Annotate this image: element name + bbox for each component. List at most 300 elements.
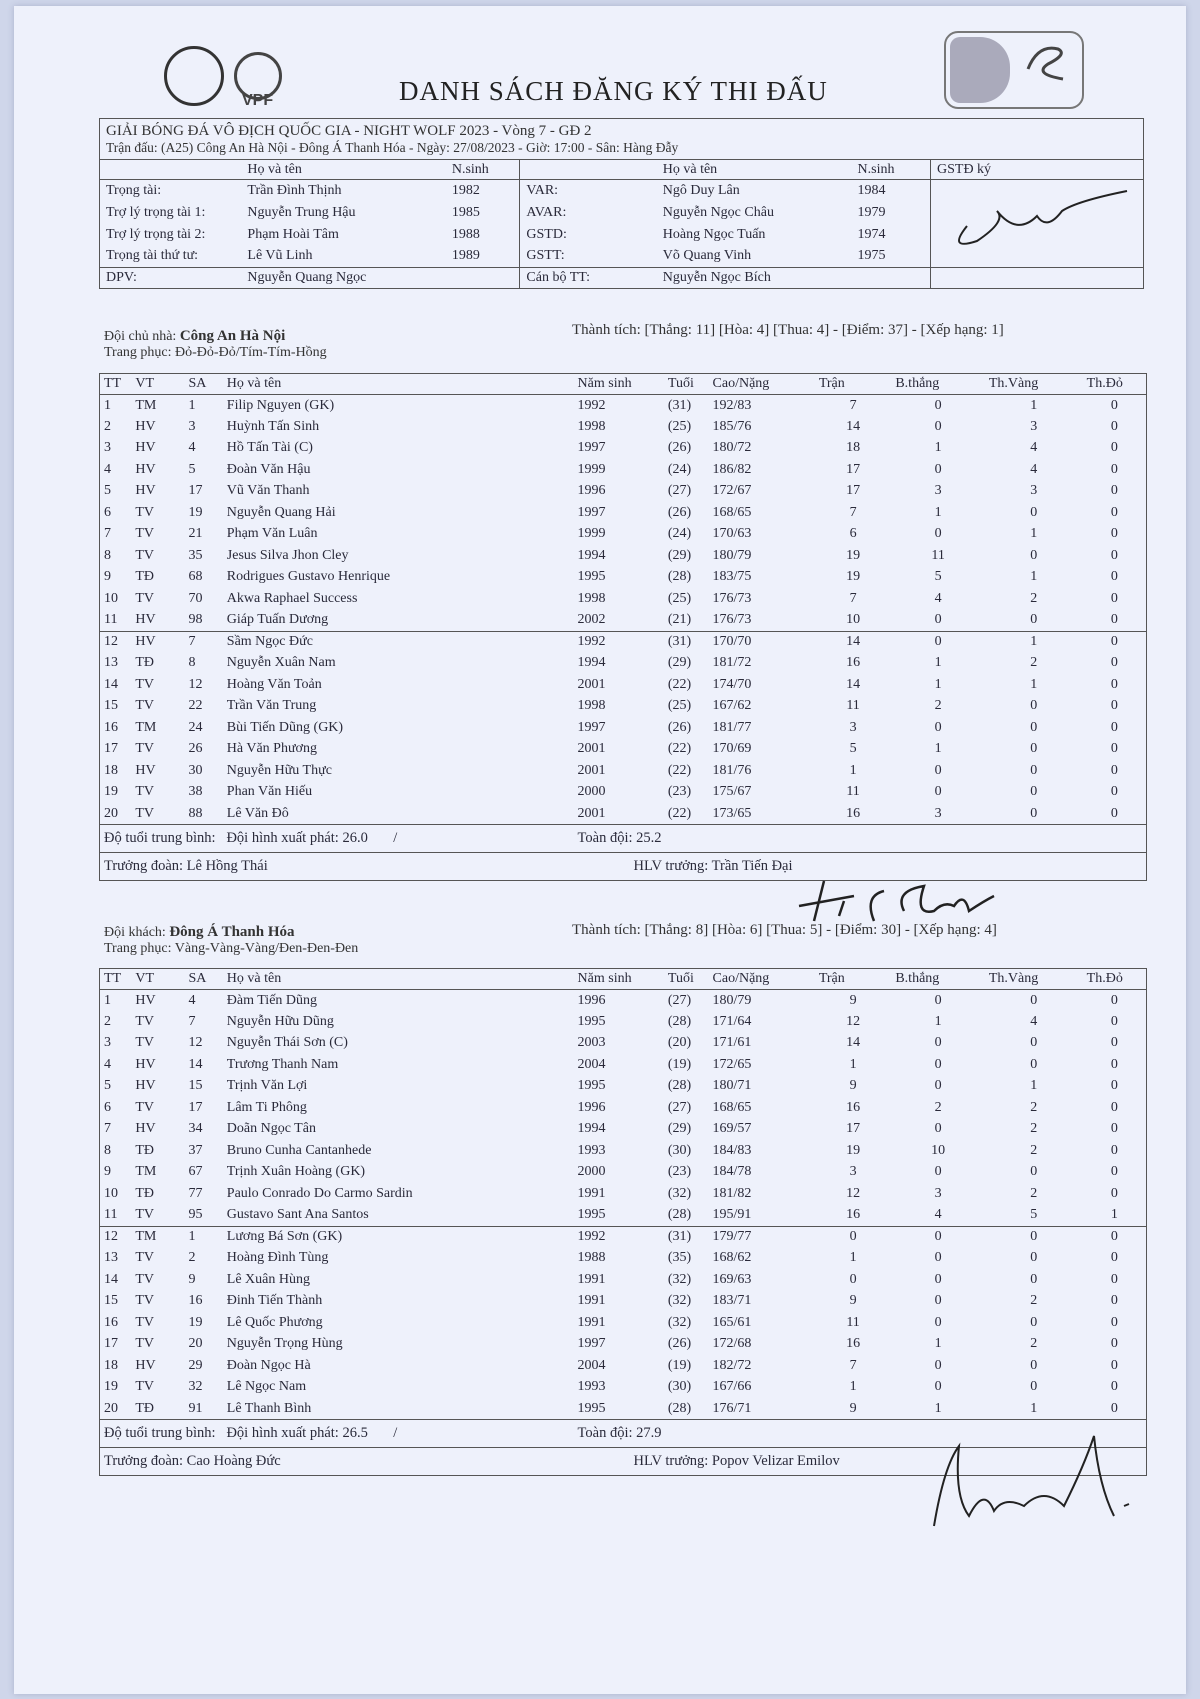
player-tt: 1 [104,992,111,1008]
player-hw: 195/91 [712,1207,752,1222]
player-birth: 1997 [577,504,606,520]
player-vt: TV [135,1250,155,1266]
player-age: (25) [667,590,692,606]
player-tt: 19 [104,1379,118,1395]
player-birth: 1995 [577,1207,606,1222]
player-goals: 0 [934,461,942,477]
player-hw: 192/83 [712,397,752,413]
avg-all: Toàn đội: 25.2 [574,825,1147,853]
player-tt: 9 [104,569,111,585]
player-red: 0 [1110,805,1118,821]
player-birth: 1995 [577,1013,606,1029]
player-red: 0 [1110,1379,1118,1395]
player-tt: 18 [104,1357,118,1373]
player-hw: 181/82 [712,1185,752,1201]
player-red: 0 [1110,504,1118,520]
player-row [100,524,1147,546]
player-goals: 1 [934,504,942,520]
player-vt: TM [131,1226,184,1248]
player-sa: 88 [188,805,203,821]
player-name: Lê Thanh Bình [226,1400,312,1416]
player-age: (32) [667,1293,692,1309]
away-record: Thành tích: [Thắng: 8] [Hòa: 6] [Thua: 5] - [Điểm: 30] - [Xếp hạng: 4] [572,922,997,938]
player-matches: 9 [849,1293,857,1309]
player-goals: 10 [931,1142,946,1158]
player-vt: TM [135,1164,157,1180]
player-yellow: 0 [1030,992,1038,1008]
home-kit: Trang phục: Đỏ-Đỏ-Đỏ/Tím-Tím-Hồng [104,345,327,360]
official-role: DPV: [100,268,241,288]
officials-table [100,159,1143,288]
head-coach: HLV trưởng: Popov Velizar Emilov [574,1448,1147,1476]
player-goals: 5 [934,569,942,585]
player-matches: 3 [849,1164,857,1180]
official-role: Trọng tài: [106,182,162,198]
col-goals: B.thắng [891,969,985,990]
player-sa: 4 [188,440,196,456]
player-row [100,610,1147,632]
player-matches: 7 [849,1357,857,1373]
player-sa: 12 [188,1035,203,1051]
player-row [100,990,1147,1012]
player-row [100,438,1147,460]
player-vt: HV [135,440,156,456]
player-red: 0 [1110,483,1118,499]
player-birth: 1998 [577,698,606,714]
player-yellow: 2 [1030,1099,1038,1115]
col-year: N.sinh [446,160,520,180]
player-red: 0 [1110,784,1118,800]
player-sa: 14 [188,1056,203,1072]
col-tt: TT [100,374,132,395]
player-red: 0 [1110,569,1118,585]
player-birth: 1997 [577,719,606,735]
player-red: 0 [1110,1013,1118,1029]
player-yellow: 0 [1030,719,1038,735]
player-goals: 0 [934,1250,942,1266]
player-sa: 95 [188,1207,203,1222]
player-red: 1 [1110,1207,1118,1222]
player-birth: 1994 [577,1121,606,1137]
player-red: 0 [1110,1271,1118,1287]
player-goals: 0 [934,1035,942,1051]
player-vt: TV [135,1099,155,1115]
player-goals: 1 [934,741,942,757]
player-sa: 2 [188,1250,196,1266]
player-sa: 8 [188,655,196,671]
player-name: Huỳnh Tấn Sinh [226,418,320,434]
player-row [100,1377,1147,1399]
player-hw: 167/66 [712,1379,752,1395]
player-sa: 35 [188,547,203,563]
player-goals: 0 [934,397,942,413]
player-hw: 175/67 [712,784,752,800]
player-yellow: 0 [1030,612,1038,627]
player-name: Đinh Tiến Thành [226,1293,323,1309]
player-age: (26) [667,440,692,456]
player-name: Hồ Tấn Tài (C) [226,440,313,456]
player-goals: 11 [931,547,945,563]
player-red: 0 [1083,631,1147,653]
player-row [100,631,1147,653]
player-hw: 167/62 [712,698,752,714]
player-vt: TM [135,397,157,413]
player-hw: 184/83 [712,1142,752,1158]
official-role: GSTD: [520,224,657,246]
player-hw: 176/71 [712,1400,752,1416]
col-yellow: Th.Vàng [985,969,1083,990]
player-row [100,1033,1147,1055]
col-matches: Trận [815,969,892,990]
official-role: Cán bộ TT: [520,268,657,288]
col-red: Th.Đỏ [1083,969,1147,990]
player-matches: 14 [846,1035,861,1051]
avg-slash: / [393,830,398,846]
player-birth: 2004 [577,1357,606,1373]
officials-header [100,160,1143,180]
player-age: (26) [667,719,692,735]
player-vt: TĐ [135,569,155,585]
player-hw: 174/70 [712,676,752,692]
home-team-name: Công An Hà Nội [179,328,286,344]
player-goals: 0 [934,784,942,800]
player-matches: 1 [849,1379,857,1395]
player-yellow: 1 [1030,397,1038,413]
official-name: Nguyễn Ngọc Bích [657,268,852,288]
player-hw: 184/78 [712,1164,752,1180]
player-yellow: 2 [1030,1336,1038,1352]
player-goals: 0 [934,526,942,542]
official-year: 1979 [857,204,886,220]
player-vt: TV [135,590,155,606]
col-birth: Năm sinh [574,969,664,990]
player-row [100,1312,1147,1334]
player-row [100,481,1147,503]
player-age: (28) [667,569,692,585]
home-team-info [104,328,327,361]
player-birth: 1994 [577,547,606,563]
player-sa: 77 [188,1185,203,1201]
player-sa: 20 [188,1336,203,1352]
player-name: Phan Văn Hiếu [226,784,313,800]
player-age: (32) [667,1271,692,1287]
player-vt: TV [135,526,155,542]
player-name: Akwa Raphael Success [226,590,358,606]
player-name: Nguyễn Xuân Nam [226,655,336,671]
player-goals: 0 [934,1078,942,1094]
player-tt: 4 [104,461,111,477]
official-role: GSTT: [520,246,657,268]
player-yellow: 1 [985,631,1083,653]
player-vt: TĐ [135,1400,155,1416]
player-age: (30) [667,1379,692,1395]
col-sa: SA [185,969,223,990]
player-birth: 2001 [577,762,606,778]
player-sa: 12 [188,676,203,692]
player-yellow: 0 [1030,762,1038,778]
player-age: (26) [667,504,692,520]
signature-scribble [937,181,1137,261]
player-birth: 2004 [577,1056,606,1072]
official-name: Nguyễn Ngọc Châu [662,204,774,220]
player-hw: 171/61 [712,1035,752,1051]
player-birth: 2001 [577,805,606,821]
player-yellow: 0 [1030,1314,1038,1330]
player-goals: 1 [934,676,942,692]
player-matches: 19 [846,569,861,585]
player-red: 0 [1110,612,1118,627]
player-age: (31) [667,397,692,413]
official-row [100,268,1143,288]
player-red: 0 [1110,1250,1118,1266]
player-tt: 3 [104,440,111,456]
player-birth: 1991 [577,1314,606,1330]
player-vt: HV [135,1078,156,1094]
player-row [100,1205,1147,1227]
player-yellow: 2 [1030,1121,1038,1137]
player-yellow: 4 [1030,1013,1038,1029]
player-name: Hoàng Đình Tùng [226,1250,329,1266]
player-sa: 22 [188,698,203,714]
player-goals: 0 [934,1379,942,1395]
player-hw: 168/65 [712,1099,752,1115]
player-age: (19) [667,1056,692,1072]
player-birth: 1998 [577,418,606,434]
player-sa: 9 [188,1271,196,1287]
player-name: Gustavo Sant Ana Santos [226,1207,369,1222]
player-goals: 0 [934,1357,942,1373]
player-vt: HV [135,992,156,1008]
tournament-line: GIẢI BÓNG ĐÁ VÔ ĐỊCH QUỐC GIA - NIGHT WOLF 2023 - Vòng 7 - GĐ 2 [106,123,592,139]
player-birth: 1991 [577,1271,606,1287]
player-red: 0 [1110,676,1118,692]
player-sa: 19 [188,504,203,520]
player-age: (30) [667,1142,692,1158]
player-name: Filip Nguyen (GK) [226,397,335,413]
player-matches: 11 [846,784,860,800]
player-age: (24) [667,461,692,477]
player-row [100,395,1147,417]
player-red: 0 [1110,440,1118,456]
player-name: Lê Văn Đô [226,805,289,821]
player-red: 0 [1110,719,1118,735]
player-row [100,1226,1147,1248]
player-vt: TĐ [135,655,155,671]
player-red: 0 [1110,547,1118,563]
player-age: (29) [667,1121,692,1137]
player-name: Bùi Tiến Dũng (GK) [226,719,344,735]
player-matches: 7 [849,397,857,413]
player-vt: HV [135,762,156,778]
player-age: (28) [667,1078,692,1094]
player-yellow: 0 [1030,504,1038,520]
player-goals: 3 [934,483,942,499]
player-row [100,416,1147,438]
player-red: 0 [1110,741,1118,757]
player-goals: 0 [891,631,985,653]
player-age: (24) [667,526,692,542]
player-matches: 14 [815,631,892,653]
player-sa: 21 [188,526,203,542]
player-vt: HV [135,1056,156,1072]
player-yellow: 2 [1030,1293,1038,1309]
player-age: (35) [667,1250,692,1266]
player-row [100,674,1147,696]
player-sa: 16 [188,1293,203,1309]
player-age: (31) [664,631,709,653]
player-red: 0 [1110,397,1118,413]
player-age: (22) [667,676,692,692]
player-name: Lê Quốc Phương [226,1314,323,1330]
player-vt: TV [135,1314,155,1330]
player-matches: 17 [846,1121,861,1137]
official-year [852,268,931,288]
home-record: Thành tích: [Thắng: 11] [Hòa: 4] [Thua: 4] - [Điểm: 37] - [Xếp hạng: 1] [572,322,1004,338]
player-red: 0 [1110,418,1118,434]
player-matches: 1 [849,1056,857,1072]
avg-label: Độ tuổi trung bình: [104,1425,216,1441]
player-hw: 168/62 [712,1250,752,1266]
player-goals: 0 [934,719,942,735]
player-matches: 12 [846,1013,861,1029]
player-red: 0 [1083,1226,1147,1248]
player-birth: 1999 [577,461,606,477]
player-tt: 12 [100,1226,132,1248]
player-goals: 0 [934,612,942,627]
player-birth: 1994 [577,655,606,671]
team-manager: Trưởng đoàn: Cao Hoàng Đức [100,1448,574,1476]
player-age: (21) [667,612,692,627]
player-tt: 17 [104,741,118,757]
player-name: Vũ Văn Thanh [226,483,310,499]
player-matches: 19 [846,1142,861,1158]
home-players-table [99,373,1147,881]
match-header [99,118,1144,289]
supervisor-signature [931,180,1144,268]
player-vt: TM [135,719,157,735]
document-title: DANH SÁCH ĐĂNG KÝ THI ĐẤU [399,76,828,106]
player-yellow: 0 [1030,784,1038,800]
player-age: (23) [667,1164,692,1180]
player-yellow: 0 [1030,805,1038,821]
player-sa: 5 [188,461,196,477]
player-row [100,1248,1147,1270]
player-matches: 9 [849,1400,857,1416]
player-birth: 1998 [577,590,606,606]
away-table-header [100,969,1147,990]
official-name: Nguyễn Quang Ngọc [241,268,445,288]
player-tt: 7 [104,1121,111,1137]
col-name: Họ và tên [223,374,574,395]
player-birth: 1991 [577,1293,606,1309]
vpf-label: VPF [242,92,274,109]
player-vt: HV [135,1121,156,1137]
col-birth: Năm sinh [574,374,664,395]
player-tt: 11 [104,612,118,627]
player-hw: 172/67 [712,483,752,499]
avg-slash: / [393,1425,398,1441]
player-red: 0 [1110,1142,1118,1158]
player-yellow: 0 [1030,1271,1038,1287]
player-tt: 11 [104,1207,118,1222]
player-vt: TV [135,1035,155,1051]
player-name: Doãn Ngọc Tân [226,1121,316,1137]
player-red: 0 [1110,1357,1118,1373]
player-hw: 181/72 [712,655,752,671]
player-row [100,1097,1147,1119]
player-birth: 2000 [577,1164,606,1180]
player-goals: 3 [934,805,942,821]
col-hw: Cao/Nặng [709,374,815,395]
league-seal [944,31,1084,109]
player-matches: 7 [849,590,857,606]
player-age: (27) [667,483,692,499]
player-yellow: 2 [1030,1142,1038,1158]
player-vt: TV [135,1013,155,1029]
player-row [100,459,1147,481]
player-birth: 1991 [577,1185,606,1201]
player-vt: TV [135,1379,155,1395]
player-yellow: 0 [1030,1250,1038,1266]
player-birth: 1996 [577,1099,606,1115]
player-red: 0 [1110,1056,1118,1072]
player-row [100,1011,1147,1033]
player-tt: 16 [104,719,118,735]
player-yellow: 0 [1030,547,1038,563]
player-sa: 34 [188,1121,203,1137]
player-matches: 18 [846,440,861,456]
player-goals: 1 [934,655,942,671]
player-row [100,696,1147,718]
player-name: Bruno Cunha Cantanhede [226,1142,372,1158]
player-row [100,1334,1147,1356]
player-hw: 186/82 [712,461,752,477]
player-goals: 0 [934,762,942,778]
player-hw: 165/61 [712,1314,752,1330]
away-kit: Trang phục: Vàng-Vàng-Vàng/Đen-Đen-Đen [104,941,359,956]
player-age: (22) [667,805,692,821]
player-row [100,1076,1147,1098]
player-name: Sầm Ngọc Đức [223,631,574,653]
player-tt: 5 [104,1078,111,1094]
seal-logo-icon [1018,39,1078,89]
player-name: Nguyễn Quang Hải [226,504,336,520]
player-red: 0 [1110,1078,1118,1094]
player-yellow: 4 [1030,461,1038,477]
player-sa: 67 [188,1164,203,1180]
player-age: (29) [667,655,692,671]
player-goals: 4 [934,1207,942,1222]
player-hw: 172/65 [712,1056,752,1072]
player-name: Đoàn Ngọc Hà [226,1357,311,1373]
player-name: Giáp Tuấn Dương [226,612,329,627]
player-name: Đàm Tiến Dũng [226,992,318,1008]
player-hw: 173/65 [712,805,752,821]
player-birth: 1992 [574,631,664,653]
player-red: 0 [1110,1314,1118,1330]
player-yellow: 4 [1030,440,1038,456]
player-goals: 3 [934,1185,942,1201]
player-vt: HV [135,461,156,477]
player-tt: 8 [104,547,111,563]
official-year: 1982 [451,182,480,198]
player-vt: HV [135,612,156,627]
player-vt: TV [135,1207,155,1222]
player-age: (28) [667,1013,692,1029]
col-red: Th.Đỏ [1083,374,1147,395]
col-name-right: Họ và tên [657,160,852,180]
player-hw: 181/76 [712,762,752,778]
